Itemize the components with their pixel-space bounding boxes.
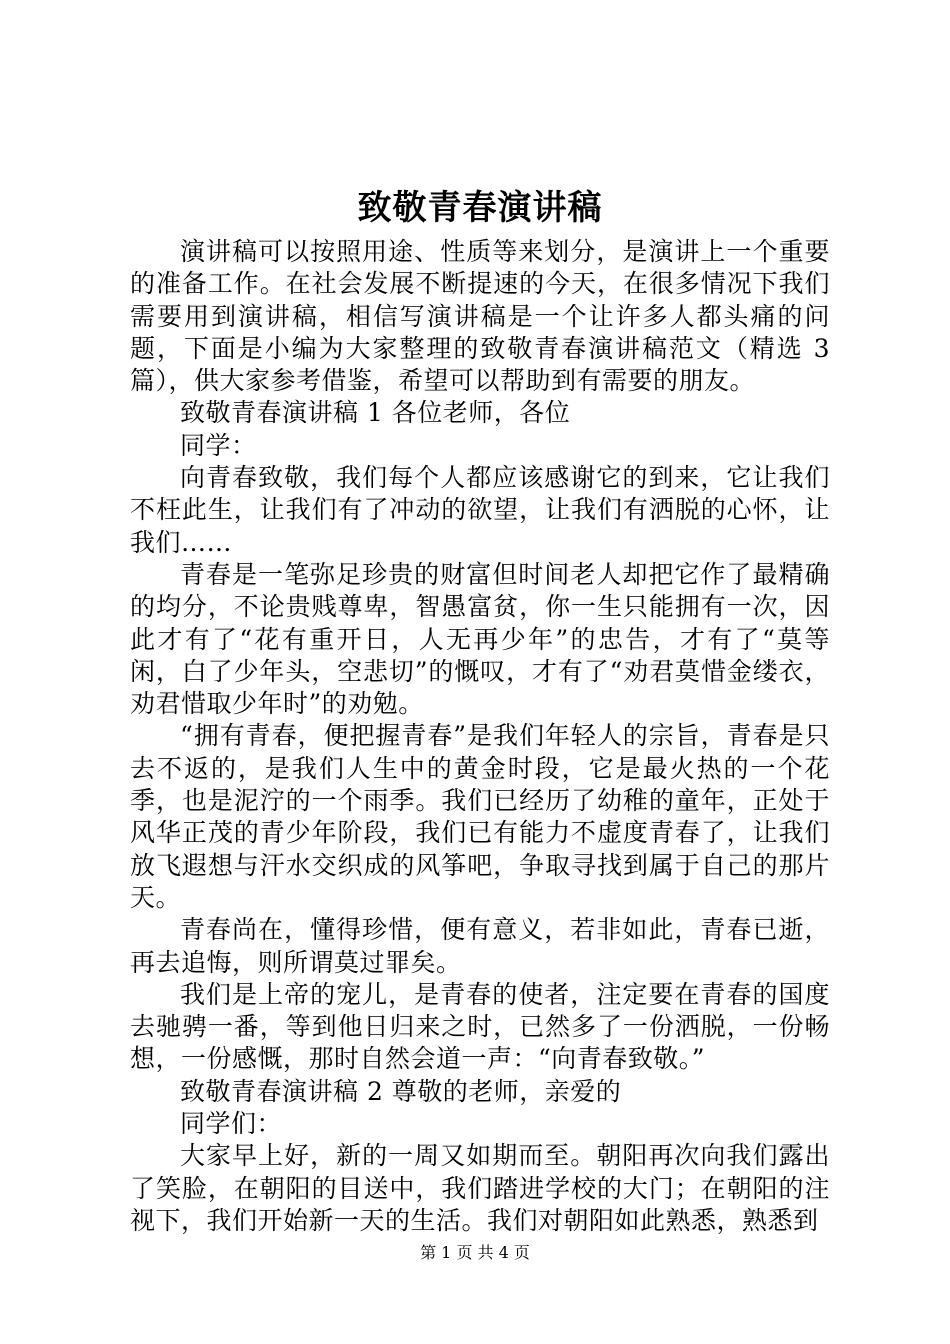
speech-1-salutation: 同学： bbox=[180, 430, 257, 460]
paragraph: 大家早上好，新的一周又如期而至。朝阳再次向我们露出了笑脸，在朝阳的目送中，我们踏进学校的大门；在朝阳的注视下，我们开始新一天的生活。我们对朝阳如此熟悉，熟悉到 bbox=[130, 1141, 830, 1235]
page-footer: 第 1 页 共 4 页 bbox=[420, 1243, 530, 1262]
speech-2-heading: 致敬青春演讲稿 2 尊敬的老师，亲爱的 bbox=[180, 1076, 622, 1106]
paragraph: 向青春致敬，我们每个人都应该感谢它的到来，它让我们不枉此生，让我们有了冲动的欲望，让我们有洒脱的心怀，让我们…… bbox=[130, 463, 830, 557]
paragraph: 我们是上帝的宠儿，是青春的使者，注定要在青春的国度去驰骋一番，等到他日归来之时，已然多了一份洒脱，一份畅想，一份感慨，那时自然会道一声：“向青春致敬。” bbox=[130, 979, 830, 1074]
document-body bbox=[130, 236, 830, 1237]
speech-2-salutation: 同学们： bbox=[180, 1109, 283, 1139]
paragraph: 青春是一笔弥足珍贵的财富但时间老人却把它作了最精确的均分，不论贵贱尊卑，智愚富贫，你一生只能拥有一次，因此才有了“花有重开日，人无再少年”的忠告，才有了“莫等闲，白了少年头，空悲切”的慨叹，才有了“劝君莫惜金缕衣，劝君惜取少年时”的劝勉。 bbox=[130, 559, 830, 719]
paragraph: 青春尚在，懂得珍惜，便有意义，若非如此，青春已逝，再去追悔，则所谓莫过罪矣。 bbox=[130, 915, 830, 977]
paragraph-intro: 演讲稿可以按照用途、性质等来划分，是演讲上一个重要的准备工作。在社会发展不断提速的今天，在很多情况下我们需要用到演讲稿，相信写演讲稿是一个让许多人都头痛的问题，下面是小编为大家整理的致敬青春演讲稿范文（精选 3 篇），供大家参考借鉴，希望可以帮助到有需要的朋友。 bbox=[130, 237, 830, 396]
document-title: 致敬青春演讲稿 bbox=[357, 188, 603, 228]
document-page bbox=[130, 180, 830, 1237]
speech-1-heading: 致敬青春演讲稿 1 各位老师，各位 bbox=[180, 398, 571, 428]
paragraph: “拥有青春，便把握青春”是我们年轻人的宗旨，青春是只去不返的，是我们人生中的黄金时段，它是最火热的一个花季，也是泥泞的一个雨季。我们已经历了幼稚的童年，正处于风华正茂的青少年阶段，我们已有能力不虚度青春了，让我们放飞遐想与汗水交织成的风筝吧，争取寻找到属于自己的那片天。 bbox=[130, 721, 830, 912]
